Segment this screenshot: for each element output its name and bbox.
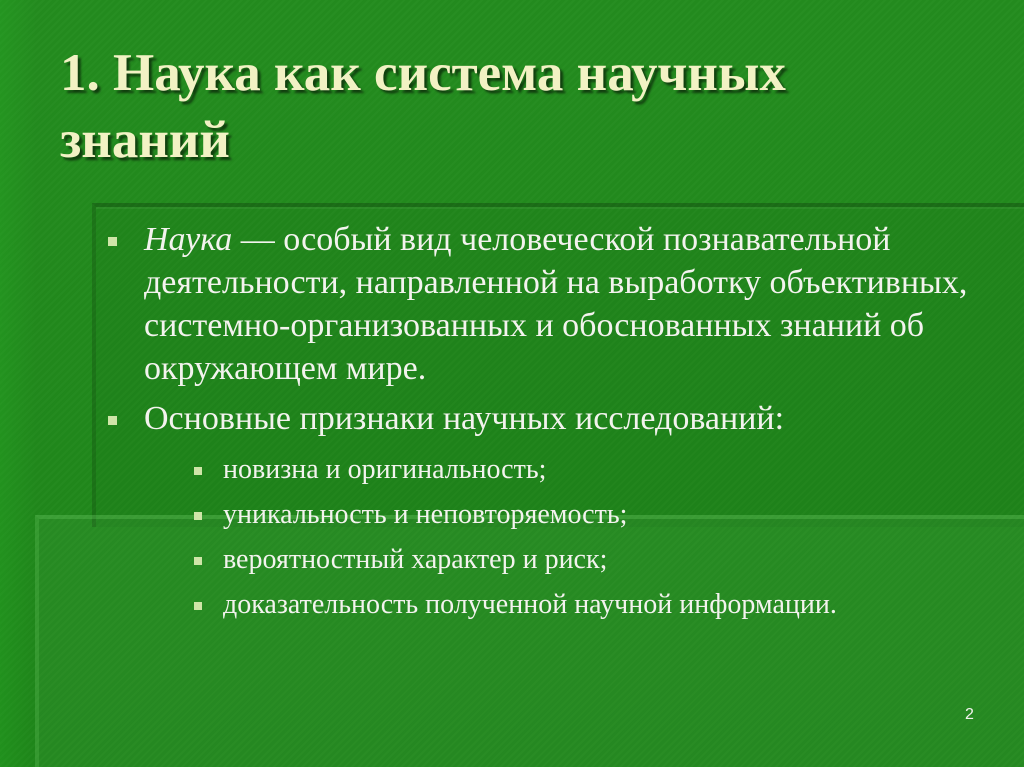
small-square-bullet-icon bbox=[194, 512, 202, 520]
list-item bbox=[144, 537, 988, 582]
square-bullet-icon bbox=[108, 237, 117, 246]
list-item-text: уникальность и неповторяемость; bbox=[223, 499, 628, 530]
small-square-bullet-icon bbox=[194, 557, 202, 565]
list-item-text: доказательность полученной научной информации. bbox=[223, 589, 837, 620]
slide-content bbox=[108, 218, 988, 627]
list-item-text: вероятностный характер и риск; bbox=[223, 544, 608, 575]
list-item bbox=[144, 492, 988, 537]
research-features-heading: Основные признаки научных исследований: bbox=[144, 400, 785, 437]
bullet-science-definition bbox=[108, 218, 988, 390]
slide-page-number: 2 bbox=[965, 706, 974, 723]
science-definition-text: — особый вид человеческой познавательной деятельности, направленной на выработку объективных, системно-организованных и обоснованных знаний об окружающем мире. bbox=[144, 221, 968, 387]
slide-title: 1. Наука как система научных знаний bbox=[60, 44, 786, 169]
list-item bbox=[144, 447, 988, 492]
science-term: Наука bbox=[144, 221, 233, 258]
square-bullet-icon bbox=[108, 416, 117, 425]
small-square-bullet-icon bbox=[194, 467, 202, 475]
list-item bbox=[144, 582, 988, 627]
bullet-research-features bbox=[108, 397, 988, 627]
background-left-strip bbox=[0, 0, 36, 767]
list-item-text: новизна и оригинальность; bbox=[223, 454, 547, 485]
small-square-bullet-icon bbox=[194, 602, 202, 610]
research-features-list bbox=[144, 447, 988, 627]
